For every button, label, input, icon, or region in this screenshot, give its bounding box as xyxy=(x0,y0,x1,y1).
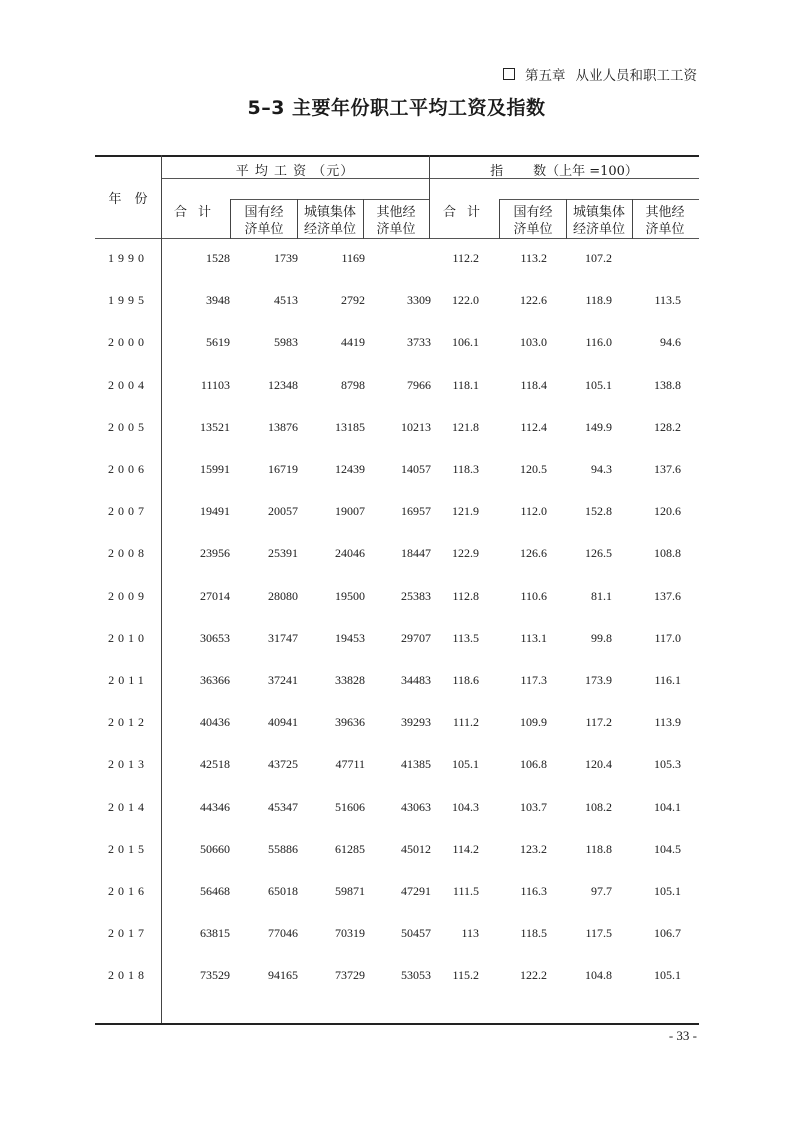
i-total-cell: 115.2 xyxy=(452,968,479,983)
i-total-cell: 105.1 xyxy=(452,757,479,772)
w-urban-cell: 2792 xyxy=(341,293,365,308)
wage-urban-header xyxy=(297,204,363,238)
year-cell: 2017 xyxy=(108,926,148,941)
w-total-cell: 56468 xyxy=(200,884,230,898)
w-total-cell: 5619 xyxy=(206,335,230,350)
i-state-cell: 122.2 xyxy=(520,968,547,983)
i-urban-cell: 120.4 xyxy=(585,757,612,772)
year-cell: 2006 xyxy=(108,462,148,476)
i-state-cell: 116.3 xyxy=(520,884,547,898)
w-other-cell: 41385 xyxy=(401,757,431,772)
table-row xyxy=(95,715,699,735)
w-total-cell: 42518 xyxy=(200,757,230,772)
i-total-cell: 122.9 xyxy=(452,546,479,561)
w-state-cell: 28080 xyxy=(268,588,298,603)
i-other-cell: 120.6 xyxy=(654,504,681,519)
i-other-cell: 105.1 xyxy=(654,884,681,898)
i-urban-cell: 81.1 xyxy=(591,588,612,603)
w-urban-cell: 33828 xyxy=(335,673,365,687)
square-icon xyxy=(503,68,515,80)
i-state-cell: 120.5 xyxy=(520,462,547,476)
i-other-cell: 137.6 xyxy=(654,588,681,603)
i-state-cell: 112.4 xyxy=(520,419,547,434)
i-urban-cell: 97.7 xyxy=(591,884,612,898)
w-state-cell: 4513 xyxy=(274,293,298,308)
w-total-cell: 23956 xyxy=(200,546,230,561)
w-other-cell: 53053 xyxy=(401,968,431,983)
i-other-cell: 116.1 xyxy=(654,673,681,687)
i-other-cell: 105.3 xyxy=(654,757,681,772)
sub-label-line: 济单位 xyxy=(645,222,685,237)
i-state-cell: 113.2 xyxy=(520,251,547,265)
sub-label-line: 济单位 xyxy=(376,222,416,237)
chapter-label: 第五章 xyxy=(525,68,566,84)
i-state-cell: 118.4 xyxy=(520,377,547,392)
i-total-cell: 118.3 xyxy=(452,462,479,476)
i-other-cell: 94.6 xyxy=(660,335,681,350)
w-state-cell: 1739 xyxy=(274,251,298,265)
wage-group-header: 平 均 工 资 （元） xyxy=(235,164,355,179)
i-state-cell: 118.5 xyxy=(520,926,547,941)
sub-label-line: 城镇集体 xyxy=(572,205,625,220)
i-state-cell: 113.1 xyxy=(520,630,547,645)
i-state-cell: 122.6 xyxy=(520,293,547,308)
year-cell: 2014 xyxy=(108,799,148,814)
sub-label-line: 济单位 xyxy=(244,222,284,237)
w-other-cell: 18447 xyxy=(401,546,431,561)
i-urban-cell: 108.2 xyxy=(585,799,612,814)
w-state-cell: 12348 xyxy=(268,377,298,392)
w-total-cell: 40436 xyxy=(200,715,230,730)
table-row xyxy=(95,968,699,988)
year-cell: 1990 xyxy=(108,251,148,265)
table-row xyxy=(95,589,699,609)
w-other-cell: 16957 xyxy=(401,504,431,519)
i-total-cell: 106.1 xyxy=(452,335,479,350)
i-total-cell: 113 xyxy=(461,926,479,941)
sub-label-line: 济单位 xyxy=(513,222,553,237)
i-other-cell: 106.7 xyxy=(654,926,681,941)
year-cell: 2013 xyxy=(108,757,148,772)
year-cell: 2008 xyxy=(108,546,148,561)
table-row xyxy=(95,335,699,355)
subheader-rule-index xyxy=(499,199,699,200)
year-cell: 2015 xyxy=(108,841,148,856)
i-other-cell: 117.0 xyxy=(654,630,681,645)
table-row xyxy=(95,462,699,482)
i-other-cell: 137.6 xyxy=(654,462,681,476)
w-total-cell: 19491 xyxy=(200,504,230,519)
i-total-cell: 121.8 xyxy=(452,419,479,434)
index-total-header: 合计 xyxy=(443,205,492,220)
w-urban-cell: 19007 xyxy=(335,504,365,519)
w-urban-cell: 70319 xyxy=(335,926,365,941)
w-other-cell: 7966 xyxy=(407,377,431,392)
w-state-cell: 25391 xyxy=(268,546,298,561)
table-row xyxy=(95,420,699,440)
w-state-cell: 13876 xyxy=(268,419,298,434)
w-total-cell: 50660 xyxy=(200,841,230,856)
year-cell: 2004 xyxy=(108,377,148,392)
w-total-cell: 3948 xyxy=(206,293,230,308)
running-header xyxy=(503,64,697,84)
w-other-cell: 39293 xyxy=(401,715,431,730)
year-cell: 2007 xyxy=(108,504,148,519)
i-urban-cell: 117.2 xyxy=(585,715,612,730)
i-urban-cell: 117.5 xyxy=(585,926,612,941)
i-urban-cell: 107.2 xyxy=(585,251,612,265)
w-state-cell: 37241 xyxy=(268,673,298,687)
index-header-part-b: 数（上年 =100） xyxy=(533,164,638,179)
index-group-header xyxy=(429,160,699,179)
w-urban-cell: 61285 xyxy=(335,841,365,856)
w-total-cell: 63815 xyxy=(200,926,230,941)
w-urban-cell: 12439 xyxy=(335,462,365,476)
w-state-cell: 43725 xyxy=(268,757,298,772)
i-state-cell: 103.0 xyxy=(520,335,547,350)
year-cell: 1995 xyxy=(108,293,148,308)
i-other-cell: 128.2 xyxy=(654,419,681,434)
w-state-cell: 16719 xyxy=(268,462,298,476)
w-urban-cell: 47711 xyxy=(335,757,365,772)
table-row xyxy=(95,757,699,777)
table-row xyxy=(95,884,699,904)
w-other-cell: 14057 xyxy=(401,462,431,476)
i-state-cell: 117.3 xyxy=(520,673,547,687)
table-row xyxy=(95,546,699,566)
w-other-cell: 47291 xyxy=(401,884,431,898)
w-other-cell: 50457 xyxy=(401,926,431,941)
w-total-cell: 27014 xyxy=(200,588,230,603)
i-urban-cell: 173.9 xyxy=(585,673,612,687)
table-row xyxy=(95,378,699,398)
table-row xyxy=(95,800,699,820)
i-other-cell: 104.5 xyxy=(654,841,681,856)
w-total-cell: 15991 xyxy=(200,462,230,476)
w-other-cell: 43063 xyxy=(401,799,431,814)
wage-total-header: 合计 xyxy=(174,205,223,220)
year-cell: 2012 xyxy=(108,715,148,730)
w-urban-cell: 73729 xyxy=(335,968,365,983)
i-total-cell: 111.2 xyxy=(452,715,479,730)
w-state-cell: 65018 xyxy=(268,884,298,898)
i-total-cell: 121.9 xyxy=(452,504,479,519)
w-urban-cell: 51606 xyxy=(335,799,365,814)
i-other-cell: 104.1 xyxy=(654,799,681,814)
w-state-cell: 31747 xyxy=(268,630,298,645)
year-cell: 2000 xyxy=(108,335,148,350)
i-other-cell: 105.1 xyxy=(654,968,681,983)
w-total-cell: 73529 xyxy=(200,968,230,983)
year-cell: 2005 xyxy=(108,419,148,434)
year-cell: 2011 xyxy=(108,673,148,687)
table-row xyxy=(95,842,699,862)
i-urban-cell: 118.8 xyxy=(585,841,612,856)
i-total-cell: 112.8 xyxy=(452,588,479,603)
w-state-cell: 55886 xyxy=(268,841,298,856)
table-row xyxy=(95,631,699,651)
wage-other-header xyxy=(363,204,429,238)
w-total-cell: 44346 xyxy=(200,799,230,814)
page-number: - 33 - xyxy=(668,1028,697,1043)
section-label: 从业人员和职工工资 xyxy=(575,68,697,84)
w-other-cell: 3309 xyxy=(407,293,431,308)
sub-label-line: 其他经 xyxy=(376,205,416,220)
i-total-cell: 114.2 xyxy=(452,841,479,856)
year-cell: 2018 xyxy=(108,968,148,983)
i-urban-cell: 116.0 xyxy=(585,335,612,350)
i-urban-cell: 104.8 xyxy=(585,968,612,983)
sub-label-line: 其他经 xyxy=(645,205,685,220)
w-urban-cell: 8798 xyxy=(341,377,365,392)
i-other-cell: 113.5 xyxy=(654,293,681,308)
i-other-cell: 138.8 xyxy=(654,377,681,392)
w-total-cell: 36366 xyxy=(200,673,230,687)
page-title: 5–3 主要年份职工平均工资及指数 xyxy=(247,97,546,119)
w-urban-cell: 13185 xyxy=(335,419,365,434)
i-urban-cell: 152.8 xyxy=(585,504,612,519)
w-state-cell: 40941 xyxy=(268,715,298,730)
i-total-cell: 112.2 xyxy=(452,251,479,265)
i-total-cell: 113.5 xyxy=(452,630,479,645)
w-urban-cell: 19453 xyxy=(335,630,365,645)
w-total-cell: 11103 xyxy=(200,377,230,392)
w-other-cell: 10213 xyxy=(401,419,431,434)
w-other-cell: 25383 xyxy=(401,588,431,603)
wage-state-header xyxy=(231,204,297,238)
w-state-cell: 45347 xyxy=(268,799,298,814)
year-header: 年 份 xyxy=(108,192,148,207)
subheader-rule-wage xyxy=(230,199,429,200)
i-state-cell: 123.2 xyxy=(520,841,547,856)
w-other-cell: 3733 xyxy=(407,335,431,350)
header-bottom-rule xyxy=(95,238,699,239)
i-urban-cell: 94.3 xyxy=(591,462,612,476)
w-urban-cell: 39636 xyxy=(335,715,365,730)
index-header-part-a: 指 xyxy=(490,164,504,179)
i-other-cell: 113.9 xyxy=(654,715,681,730)
sub-label-line: 国有经 xyxy=(244,205,284,220)
w-state-cell: 20057 xyxy=(268,504,298,519)
table-row xyxy=(95,293,699,313)
w-other-cell: 29707 xyxy=(401,630,431,645)
year-cell: 2009 xyxy=(108,588,148,603)
table-row xyxy=(95,504,699,524)
i-total-cell: 118.1 xyxy=(452,377,479,392)
i-total-cell: 111.5 xyxy=(452,884,479,898)
i-state-cell: 109.9 xyxy=(520,715,547,730)
w-total-cell: 1528 xyxy=(206,251,230,265)
w-other-cell: 45012 xyxy=(401,841,431,856)
i-state-cell: 106.8 xyxy=(520,757,547,772)
year-cell: 2016 xyxy=(108,884,148,898)
i-state-cell: 110.6 xyxy=(520,588,547,603)
table-bottom-rule xyxy=(95,1023,699,1025)
w-total-cell: 13521 xyxy=(200,419,230,434)
i-urban-cell: 149.9 xyxy=(585,419,612,434)
w-urban-cell: 59871 xyxy=(335,884,365,898)
table-row xyxy=(95,251,699,271)
table-row xyxy=(95,673,699,693)
sub-label-line: 经济单位 xyxy=(572,222,625,237)
w-state-cell: 94165 xyxy=(268,968,298,983)
w-urban-cell: 19500 xyxy=(335,588,365,603)
i-other-cell: 108.8 xyxy=(654,546,681,561)
table-top-rule xyxy=(95,155,699,157)
i-total-cell: 122.0 xyxy=(452,293,479,308)
i-urban-cell: 118.9 xyxy=(585,293,612,308)
sub-label-line: 国有经 xyxy=(513,205,553,220)
i-total-cell: 104.3 xyxy=(452,799,479,814)
i-state-cell: 126.6 xyxy=(520,546,547,561)
index-urban-header xyxy=(566,204,632,238)
i-state-cell: 103.7 xyxy=(520,799,547,814)
sub-label-line: 城镇集体 xyxy=(303,205,356,220)
index-other-header xyxy=(632,204,698,238)
i-total-cell: 118.6 xyxy=(452,673,479,687)
w-urban-cell: 4419 xyxy=(341,335,365,350)
w-urban-cell: 24046 xyxy=(335,546,365,561)
i-state-cell: 112.0 xyxy=(520,504,547,519)
index-state-header xyxy=(500,204,566,238)
w-state-cell: 77046 xyxy=(268,926,298,941)
year-cell: 2010 xyxy=(108,630,148,645)
i-urban-cell: 99.8 xyxy=(591,630,612,645)
i-urban-cell: 105.1 xyxy=(585,377,612,392)
table-row xyxy=(95,926,699,946)
w-total-cell: 30653 xyxy=(200,630,230,645)
i-urban-cell: 126.5 xyxy=(585,546,612,561)
w-urban-cell: 1169 xyxy=(341,251,365,265)
w-state-cell: 5983 xyxy=(274,335,298,350)
w-other-cell: 34483 xyxy=(401,673,431,687)
sub-label-line: 经济单位 xyxy=(303,222,356,237)
